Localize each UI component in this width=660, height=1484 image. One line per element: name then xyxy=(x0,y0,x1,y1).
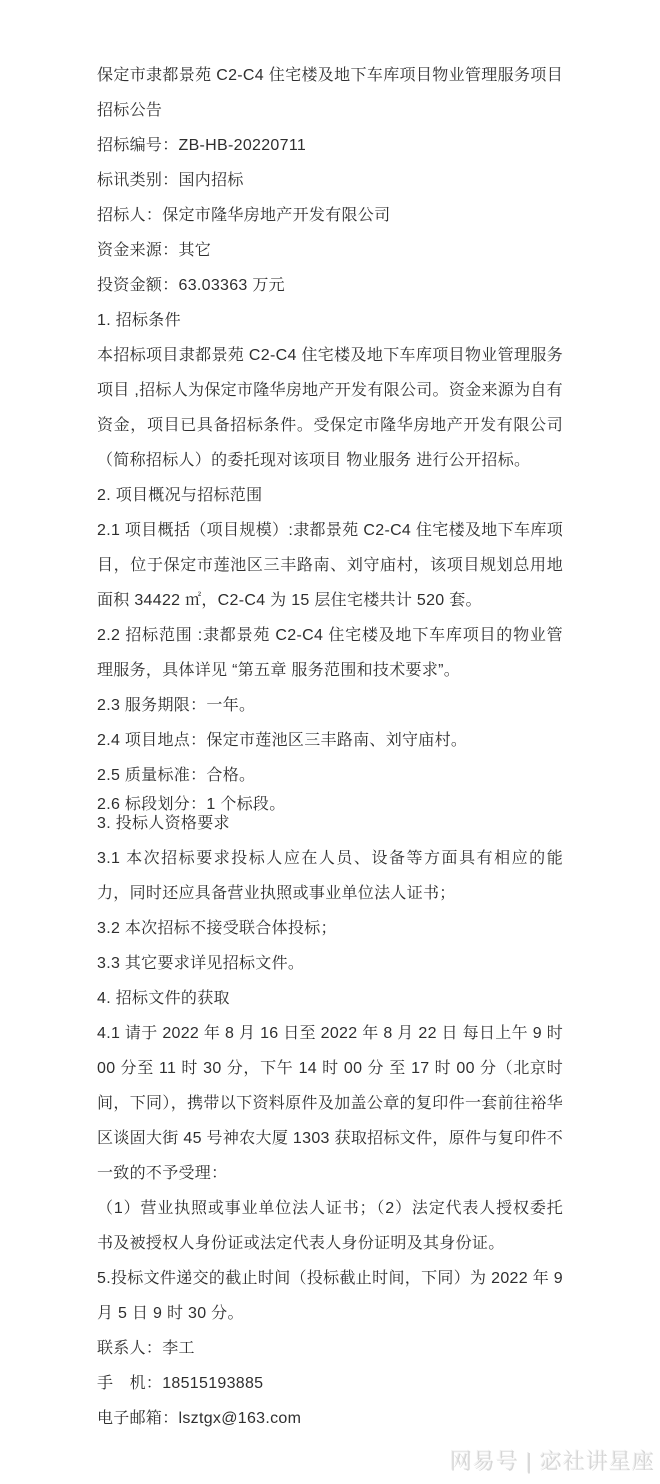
section-2-3: 2.3 服务期限：一年。 xyxy=(97,697,256,714)
section-3-3: 3.3 其它要求详见招标文件。 xyxy=(97,955,305,972)
contact-email-line: 电子邮箱：lsztgx@163.com xyxy=(97,1410,302,1427)
section-4-1: 4.1 请于 2022 年 8 月 16 日至 2022 年 8 月 22 日 每日上午 9 时 00 分至 11 时 30 分，下午 14 时 00 分 至 17 时 00 分（北京时间，下同），携带以下资料原件及加盖公章的复印件一套前往裕华区谈固大街 45 号神农大厦 1303 获取招标文件，原件与复印件不一致的不予受理： xyxy=(97,1025,563,1182)
section-1-body: 本招标项目隶都景苑 C2-C4 住宅楼及地下车库项目物业管理服务项目 ,招标人为保定市隆华房地产开发有限公司。资金来源为自有资金，项目已具备招标条件。受保定市隆华房地产开发有限公司（简称招标人）的委托现对该项目 物业服务 进行公开招标。 xyxy=(97,347,563,469)
investment-amount-line: 投资金额：63.03363 万元 xyxy=(97,277,285,294)
section-4-heading: 4. 招标文件的获取 xyxy=(97,990,230,1007)
tender-number-line: 招标编号：ZB-HB-20220711 xyxy=(97,137,307,154)
section-2-1: 2.1 项目概括（项目规模）:隶都景苑 C2-C4 住宅楼及地下车库项目，位于保定市莲池区三丰路南、刘守庙村，该项目规划总用地面积 34422 ㎡，C2-C4 为 15 层住宅楼共计 520 套。 xyxy=(97,522,563,609)
section-2-4: 2.4 项目地点：保定市莲池区三丰路南、刘守庙村。 xyxy=(97,732,468,749)
section-3-heading: 3. 投标人资格要求 xyxy=(97,815,230,832)
section-1-heading: 1. 招标条件 xyxy=(97,312,181,329)
section-2-6: 2.6 标段划分：1 个标段。 xyxy=(97,796,286,813)
funding-source-line: 资金来源：其它 xyxy=(97,242,212,259)
contact-mobile-line: 手 机：18515193885 xyxy=(97,1375,264,1392)
tenderee-line: 招标人：保定市隆华房地产开发有限公司 xyxy=(97,207,391,224)
section-4-documents: （1）营业执照或事业单位法人证书；（2）法定代表人授权委托书及被授权人身份证或法定代表人身份证明及其身份证。 xyxy=(97,1200,563,1252)
contact-person-line: 联系人：李工 xyxy=(97,1340,195,1357)
doc-title: 保定市隶都景苑 C2-C4 住宅楼及地下车库项目物业管理服务项目招标公告 xyxy=(97,67,563,119)
section-3-2: 3.2 本次招标不接受联合体投标； xyxy=(97,920,337,937)
section-2-5: 2.5 质量标准：合格。 xyxy=(97,767,256,784)
section-2-2: 2.2 招标范围 :隶都景苑 C2-C4 住宅楼及地下车库项目的物业管理服务，具体详见 “第五章 服务范围和技术要求”。 xyxy=(97,627,563,679)
section-3-1: 3.1 本次招标要求投标人应在人员、设备等方面具有相应的能力，同时还应具备营业执照或事业单位法人证书； xyxy=(97,850,563,902)
section-2-heading: 2. 项目概况与招标范围 xyxy=(97,487,263,504)
netease-watermark: 网易号 | 宓社讲星座 xyxy=(450,1449,655,1474)
section-5-deadline: 5.投标文件递交的截止时间（投标截止时间，下同）为 2022 年 9 月 5 日 9 时 30 分。 xyxy=(97,1270,563,1322)
tender-category-line: 标讯类别：国内招标 xyxy=(97,172,244,189)
